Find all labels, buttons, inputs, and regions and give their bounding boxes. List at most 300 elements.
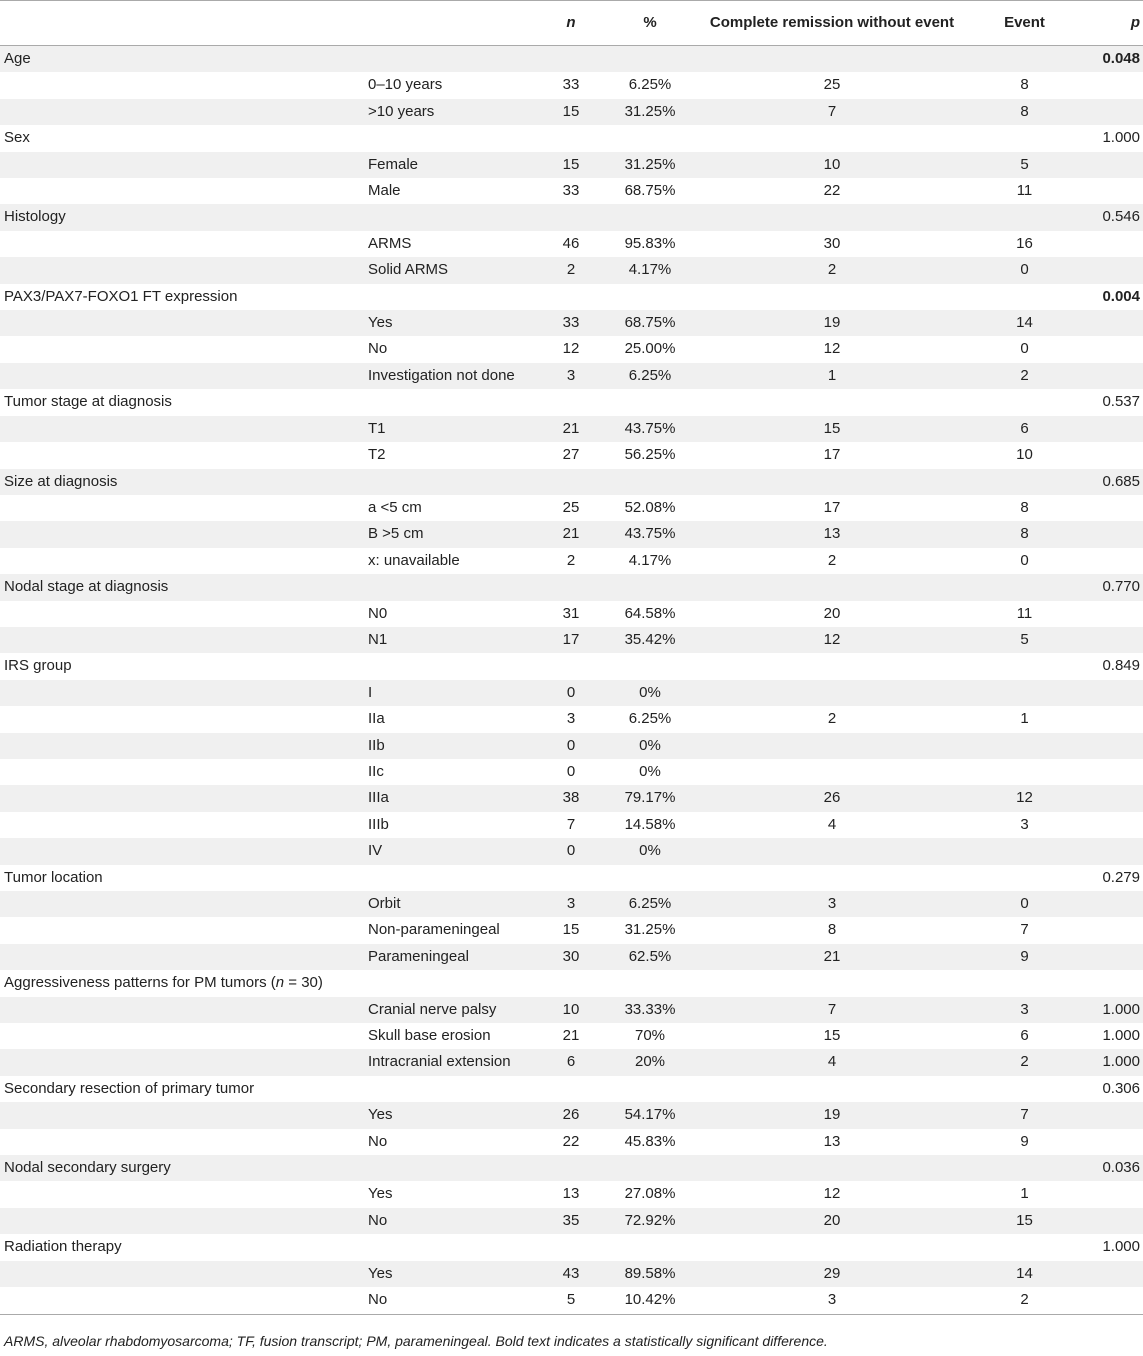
empty-cell [612,284,688,310]
category-label: PAX3/PAX7-FOXO1 FT expression [4,287,238,305]
n-value: 27 [562,446,580,464]
n-value: 13 [562,1185,580,1203]
n-value: 38 [562,789,580,807]
p-value [1073,970,1143,996]
n-value: 0 [566,762,576,780]
subcategory-label: No [368,340,388,358]
empty-cell [976,204,1073,230]
subcategory-label: IIIa [368,789,389,807]
empty-cell [0,1049,366,1075]
empty-cell [366,284,530,310]
event-value: 7 [1020,1106,1029,1124]
empty-cell [688,46,976,73]
event-value: 6 [1020,419,1029,437]
empty-cell [976,1234,1073,1260]
percent-value: 79.17% [624,789,676,807]
n-value: 25 [562,498,580,516]
remission-value: 3 [827,895,837,912]
empty-cell [612,389,688,415]
event-value [976,733,1073,759]
empty-cell [0,627,366,653]
empty-cell [366,46,530,73]
remission-value [688,680,976,706]
empty-cell [530,574,612,600]
p-value [1073,152,1143,178]
empty-cell [612,653,688,679]
remission-value: 19 [823,1106,841,1124]
event-value: 5 [1020,630,1029,648]
table-row [0,733,1143,759]
n-value: 3 [566,366,576,384]
category-label: Nodal secondary surgery [4,1159,171,1177]
event-value: 8 [1020,498,1029,516]
n-value: 7 [566,815,576,833]
empty-cell [0,759,366,785]
remission-value: 19 [823,314,841,332]
subcategory-label: Yes [368,1264,393,1282]
remission-value: 2 [827,551,837,569]
subcategory-label: a <5 cm [368,498,422,516]
n-value: 5 [566,1291,576,1309]
table-row [0,680,1143,706]
n-value: 26 [562,1106,580,1124]
table-footnote: ARMS, alveolar rhabdomyosarcoma; TF, fusion transcript; PM, parameningeal. Bold text indicates a statistically significant difference. [4,1333,828,1349]
category-label: Tumor location [4,868,103,886]
percent-value: 64.58% [624,604,676,622]
percent-value: 45.83% [624,1132,676,1150]
empty-cell [0,733,366,759]
table-row [0,1287,1143,1314]
remission-value: 1 [827,366,837,384]
empty-cell [366,1155,530,1181]
remission-value: 4 [827,1053,837,1071]
category-row [0,865,1143,891]
n-value: 10 [562,1000,580,1018]
empty-cell [0,944,366,970]
remission-value: 15 [823,419,841,437]
empty-cell [0,416,366,442]
percent-value: 33.33% [624,1000,676,1018]
empty-cell [0,706,366,732]
event-value: 9 [1020,1132,1029,1150]
empty-cell [612,1155,688,1181]
table-row [0,152,1143,178]
empty-cell [688,284,976,310]
remission-value: 21 [823,947,841,965]
percent-value: 4.17% [628,551,672,569]
table-row [0,416,1143,442]
event-value: 9 [1020,947,1029,965]
subcategory-label: N1 [368,630,388,648]
subcategory-label: >10 years [368,102,435,120]
subcategory-label: ARMS [368,234,412,252]
remission-value: 20 [823,1211,841,1229]
empty-cell [612,125,688,151]
category-label: Radiation therapy [4,1238,122,1256]
subcategory-label: No [368,1211,388,1229]
remission-value: 30 [823,234,841,252]
percent-value: 14.58% [624,815,676,833]
p-value: 0.004 [1102,287,1140,305]
n-value: 15 [562,102,580,120]
category-label: Secondary resection of primary tumor [4,1079,255,1097]
n-value: 6 [566,1053,576,1071]
empty-cell [688,125,976,151]
remission-value: 13 [823,525,841,543]
n-value: 33 [562,76,580,94]
percent-value: 27.08% [624,1185,676,1203]
table-row [0,759,1143,785]
event-value: 15 [1016,1211,1033,1229]
p-value [1073,838,1143,864]
empty-cell [0,785,366,811]
subcategory-label: IV [368,842,383,860]
table-row [0,838,1143,864]
p-value [1073,548,1143,574]
remission-value: 7 [827,1000,837,1018]
remission-value: 12 [823,340,841,358]
event-value [976,759,1073,785]
p-value [1073,178,1143,204]
empty-cell [612,574,688,600]
percent-value: 54.17% [624,1106,676,1124]
empty-cell [976,574,1073,600]
p-value [1073,891,1143,917]
table-row [0,944,1143,970]
p-value: 0.048 [1102,50,1140,67]
table-row [0,1049,1143,1075]
table-row [0,336,1143,362]
category-label: Histology [4,208,66,226]
n-value: 30 [562,947,580,965]
n-value: 2 [566,551,576,569]
empty-cell [612,46,688,73]
event-value: 5 [1020,155,1029,173]
empty-cell [0,72,366,98]
subcategory-label: No [368,1132,388,1150]
percent-value: 35.42% [624,630,676,648]
empty-cell [688,653,976,679]
category-row [0,204,1143,230]
n-value: 35 [562,1211,580,1229]
event-value: 10 [1016,446,1033,464]
event-value: 0 [1020,895,1029,912]
empty-cell [612,204,688,230]
empty-cell [612,970,688,996]
percent-value: 43.75% [624,525,676,543]
table-row [0,1023,1143,1049]
empty-cell [0,1261,366,1287]
empty-cell [612,1234,688,1260]
event-value: 11 [1016,604,1033,622]
percent-value: 6.25% [628,76,672,94]
table-row [0,1102,1143,1128]
empty-cell [530,1234,612,1260]
category-row [0,1076,1143,1102]
subcategory-label: x: unavailable [368,551,460,569]
subcategory-label: No [368,1291,388,1309]
empty-cell [0,1102,366,1128]
empty-cell [366,125,530,151]
category-row [0,970,1143,996]
table-row [0,706,1143,732]
p-value: 1.000 [1102,1238,1140,1256]
category-row [0,653,1143,679]
empty-cell [0,1129,366,1155]
empty-cell [530,1076,612,1102]
n-value: 43 [562,1264,580,1282]
header-row [0,1,1143,46]
remission-value: 8 [827,921,837,939]
empty-cell [530,284,612,310]
p-value [1073,944,1143,970]
empty-cell [688,469,976,495]
header-label [0,1,366,46]
remission-value: 17 [823,498,841,516]
empty-cell [688,1234,976,1260]
event-value: 0 [1020,340,1029,358]
empty-cell [688,865,976,891]
category-row [0,125,1143,151]
empty-cell [612,1076,688,1102]
event-value: 2 [1020,1053,1029,1071]
percent-value: 20% [634,1053,666,1071]
n-value: 2 [566,261,576,279]
percent-value: 4.17% [628,261,672,279]
empty-cell [530,469,612,495]
event-value: 0 [1020,261,1029,279]
p-value [1073,442,1143,468]
p-value [1073,336,1143,362]
empty-cell [0,1208,366,1234]
remission-value: 22 [823,182,841,200]
event-value: 11 [1016,182,1033,200]
empty-cell [612,469,688,495]
subcategory-label: Intracranial extension [368,1053,511,1071]
empty-cell [530,653,612,679]
remission-value [688,733,976,759]
category-row [0,284,1143,310]
empty-cell [976,389,1073,415]
p-value [1073,1102,1143,1128]
empty-cell [0,495,366,521]
empty-cell [688,574,976,600]
percent-value: 31.25% [624,921,676,939]
subcategory-label: Yes [368,1185,393,1203]
empty-cell [366,469,530,495]
empty-cell [976,469,1073,495]
category-label: Age [4,50,31,67]
category-row [0,469,1143,495]
remission-value: 25 [823,76,841,94]
table-row [0,627,1143,653]
empty-cell [976,1155,1073,1181]
header-n: n [530,1,612,46]
percent-value: 68.75% [624,314,676,332]
remission-value: 2 [827,710,837,728]
subcategory-label: Male [368,182,401,200]
n-value: 22 [562,1132,580,1150]
percent-value: 56.25% [624,446,676,464]
empty-cell [688,389,976,415]
category-label: Size at diagnosis [4,472,118,490]
empty-cell [0,680,366,706]
p-value: 0.306 [1102,1079,1140,1097]
n-value: 46 [562,234,580,252]
p-value: 0.537 [1102,393,1140,411]
empty-cell [0,997,366,1023]
event-value: 7 [1020,921,1029,939]
subcategory-label: Yes [368,314,393,332]
remission-value: 12 [823,630,841,648]
p-value: 0.849 [1102,657,1140,675]
empty-cell [976,1076,1073,1102]
subcategory-label: IIc [368,762,384,780]
table-row [0,1181,1143,1207]
category-row [0,1234,1143,1260]
empty-cell [0,917,366,943]
p-value [1073,231,1143,257]
event-value: 6 [1020,1027,1029,1045]
table-row [0,99,1143,125]
category-row [0,1155,1143,1181]
table-row [0,310,1143,336]
event-value [976,838,1073,864]
event-value: 2 [1020,366,1029,384]
event-value: 12 [1016,789,1033,807]
empty-cell [0,812,366,838]
percent-value: 6.25% [628,895,672,912]
percent-value: 0% [639,683,661,701]
remission-value: 12 [823,1185,841,1203]
p-value [1073,1181,1143,1207]
header-pct: % [612,1,688,46]
table-row [0,363,1143,389]
empty-cell [688,204,976,230]
empty-cell [0,1287,366,1314]
empty-cell [0,601,366,627]
p-value [1073,759,1143,785]
event-value: 0 [1020,551,1029,569]
n-value: 15 [562,155,580,173]
p-value: 0.685 [1102,472,1140,490]
n-value: 3 [566,895,576,912]
empty-cell [530,46,612,73]
empty-cell [530,970,612,996]
subcategory-label: Investigation not done [368,366,515,384]
p-value: 0.036 [1102,1159,1140,1177]
p-value [1073,1261,1143,1287]
percent-value: 52.08% [624,498,676,516]
p-value: 0.279 [1102,868,1140,886]
percent-value: 31.25% [624,155,676,173]
n-value: 0 [566,736,576,754]
remission-value: 3 [827,1291,837,1309]
p-value [1073,521,1143,547]
empty-cell [688,1076,976,1102]
event-value: 8 [1020,102,1029,120]
subcategory-label: IIb [368,736,385,754]
n-value: 12 [562,340,580,358]
category-row [0,389,1143,415]
category-row [0,46,1143,73]
n-value: 21 [562,525,580,543]
header-sub [366,1,530,46]
p-value [1073,495,1143,521]
category-label: IRS group [4,657,72,675]
percent-value: 62.5% [628,947,672,965]
subcategory-label: B >5 cm [368,525,424,543]
empty-cell [976,46,1073,73]
category-label: Nodal stage at diagnosis [4,578,169,596]
empty-cell [0,231,366,257]
empty-cell [366,653,530,679]
table-body [0,46,1143,1315]
remission-value: 15 [823,1027,841,1045]
p-value [1073,1129,1143,1155]
percent-value: 6.25% [628,366,672,384]
empty-cell [0,310,366,336]
event-value: 8 [1020,525,1029,543]
subcategory-label: Non-parameningeal [368,921,500,939]
empty-cell [0,363,366,389]
header-complete-remission: Complete remission without event [688,1,976,46]
percent-value: 0% [639,842,661,860]
table-row [0,231,1143,257]
n-value: 3 [566,710,576,728]
empty-cell [366,1076,530,1102]
empty-cell [530,1155,612,1181]
empty-cell [0,1181,366,1207]
p-value [1073,812,1143,838]
subcategory-label: Yes [368,1106,393,1124]
subcategory-label: 0–10 years [368,76,443,94]
p-value: 0.770 [1102,578,1140,596]
empty-cell [612,865,688,891]
subcategory-label: Orbit [368,895,401,912]
percent-value: 43.75% [624,419,676,437]
event-value: 14 [1016,1264,1033,1282]
empty-cell [0,152,366,178]
table-row [0,997,1143,1023]
table-row [0,257,1143,283]
event-value: 2 [1020,1291,1029,1309]
remission-value: 7 [827,102,837,120]
empty-cell [976,284,1073,310]
p-value [1073,363,1143,389]
table-row [0,495,1143,521]
p-value [1073,416,1143,442]
empty-cell [976,653,1073,679]
n-value: 31 [562,604,580,622]
percent-value: 70% [634,1027,666,1045]
event-value [976,680,1073,706]
percent-value: 68.75% [624,182,676,200]
remission-value: 2 [827,261,837,279]
remission-value [688,759,976,785]
n-value: 15 [562,921,580,939]
empty-cell [0,178,366,204]
category-row [0,574,1143,600]
event-value: 1 [1020,1185,1029,1203]
empty-cell [688,1155,976,1181]
p-value [1073,917,1143,943]
p-value [1073,627,1143,653]
table-row [0,442,1143,468]
p-value [1073,785,1143,811]
empty-cell [0,838,366,864]
p-value: 1.000 [1102,1000,1140,1018]
